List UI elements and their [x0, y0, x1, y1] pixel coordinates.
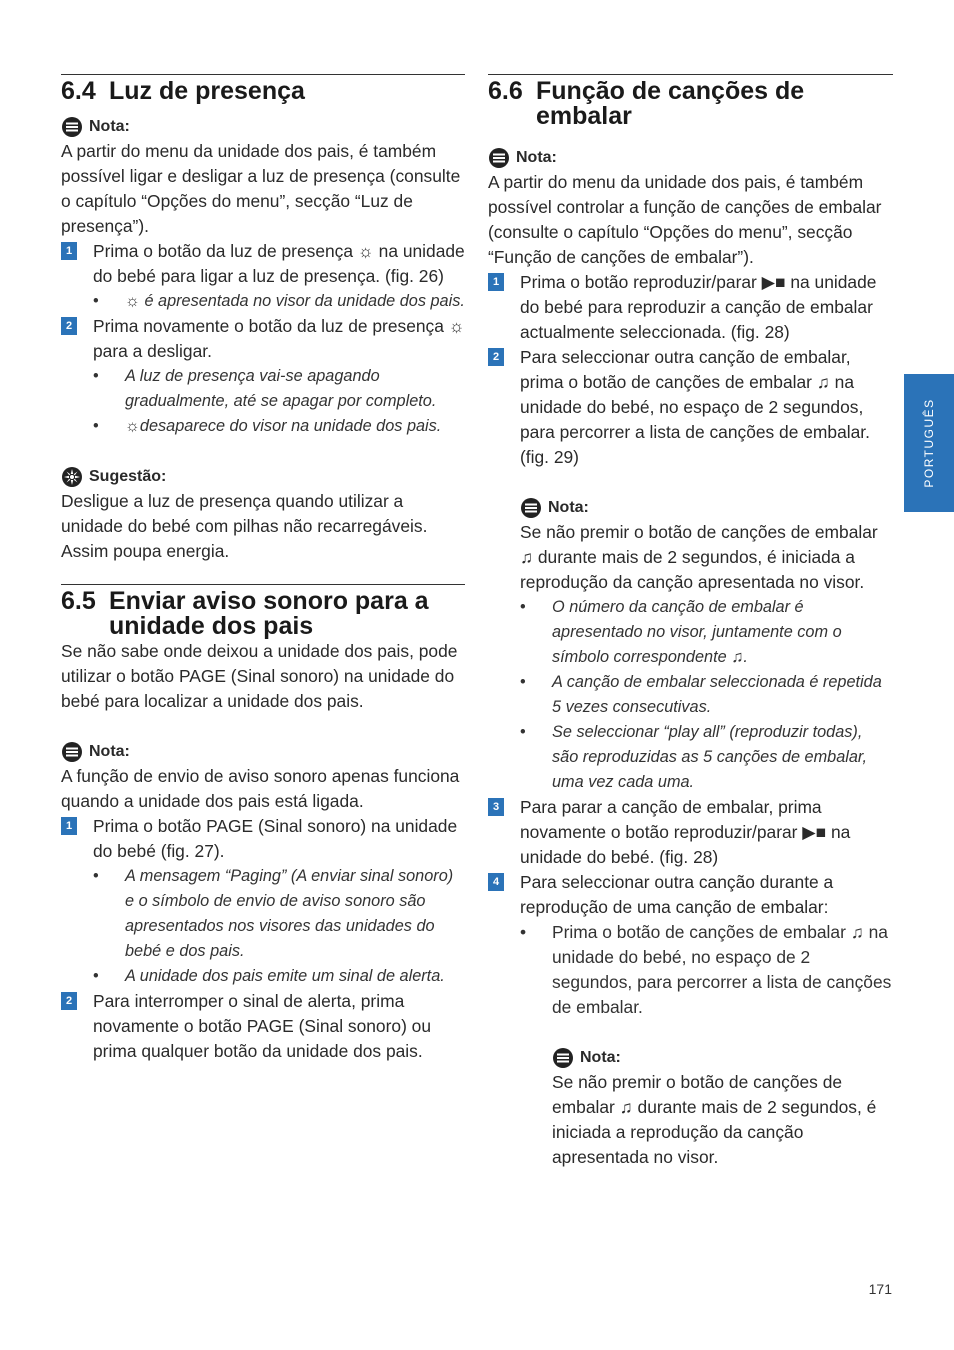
- tip-text: Desligue a luz de presença quando utilizar a unidade do bebé com pilhas não recarregáveis. Assim poupa energia.: [61, 491, 428, 561]
- bullet-list: [93, 289, 465, 314]
- step: [61, 314, 465, 439]
- note-icon: [520, 497, 542, 519]
- note-text: Se não premir o botão de canções de embalar ♫ durante mais de 2 segundos, é iniciada a reprodução da canção apresentada no visor.: [520, 522, 878, 592]
- bullet-list: [520, 920, 893, 1020]
- step-number: 2: [61, 992, 77, 1010]
- section-6-5: [61, 584, 465, 1064]
- tip-label: Sugestão:: [61, 464, 465, 489]
- note-text: A partir do menu da unidade dos pais, é também possível ligar e desligar a luz de presença (consulte o capítulo “Opções do menu”, secção “Luz de presença”).: [61, 141, 461, 236]
- step-text: Para seleccionar outra canção de embalar, prima o botão de canções de embalar ♫ na unidade do bebé, no espaço de 2 segundos, para percorrer a lista de canções de embalar. (fig. 29): [520, 347, 870, 467]
- note-label: Nota:: [61, 114, 465, 139]
- step-text: Prima o botão PAGE (Sinal sonoro) na unidade do bebé (fig. 27).: [93, 816, 458, 861]
- list-item: • A canção de embalar seleccionada é repetida 5 vezes consecutivas.: [520, 670, 893, 720]
- step: [488, 870, 893, 1170]
- note-label: Nota:: [552, 1045, 893, 1070]
- note-text: Se não premir o botão de canções de embalar ♫ durante mais de 2 segundos, é iniciada a reprodução da canção apresentada no visor.: [552, 1072, 877, 1167]
- section-6-4: [61, 74, 465, 564]
- note-label: Nota:: [520, 495, 893, 520]
- note-text: A função de envio de aviso sonoro apenas funciona quando a unidade dos pais está ligada.: [61, 766, 460, 811]
- list-item: • A mensagem “Paging” (A enviar sinal sonoro) e o símbolo de envio de aviso sonoro são apresentados nos visores das unidades do bebé e dos pais.: [93, 864, 465, 964]
- step: [61, 989, 465, 1064]
- bullet-list: [93, 864, 465, 989]
- bullet-list: [93, 364, 465, 439]
- list-item: • Prima o botão de canções de embalar ♫ na unidade do bebé, no espaço de 2 segundos, para percorrer a lista de canções de embalar.: [520, 920, 893, 1020]
- step-text: Prima o botão da luz de presença ☼ na unidade do bebé para ligar a luz de presença. (fig. 26): [93, 241, 465, 286]
- note-icon: [61, 741, 83, 763]
- section-heading: 6.5 Enviar aviso sonoro para a unidade dos pais: [61, 587, 429, 640]
- section-6-6: [488, 74, 893, 1170]
- language-tab-label: PORTUGUÊS: [922, 398, 936, 488]
- right-column: [488, 74, 893, 1170]
- note-text: A partir do menu da unidade dos pais, é também possível controlar a função de canções de embalar (consulte o capítulo “Opções do menu”, secção “Função de canções de embalar”).: [488, 172, 882, 267]
- step: [61, 814, 465, 989]
- step-text: Prima novamente o botão da luz de presença ☼ para a desligar.: [93, 316, 465, 361]
- step-number: 1: [488, 273, 504, 291]
- list-item: • ☼desaparece do visor na unidade dos pais.: [93, 414, 465, 439]
- note-icon: [488, 147, 510, 169]
- list-item: • Se seleccionar “play all” (reproduzir todas), são reproduzidas as 5 canções de embalar, uma vez cada uma.: [520, 720, 893, 795]
- page-number: 171: [868, 1281, 892, 1297]
- step-text: Prima o botão reproduzir/parar ▶■ na unidade do bebé para reproduzir a canção de embalar actualmente seleccionada. (fig. 28): [520, 272, 877, 342]
- step-number: 2: [488, 348, 504, 366]
- note-label: Nota:: [488, 145, 893, 170]
- list-item: • O número da canção de embalar é apresentado no visor, juntamente com o símbolo correspondente ♫.: [520, 595, 893, 670]
- intro-text: Se não sabe onde deixou a unidade dos pais, pode utilizar o botão PAGE (Sinal sonoro) na unidade do bebé para localizar a unidade dos pais.: [61, 641, 458, 711]
- list-item: • A unidade dos pais emite um sinal de alerta.: [93, 964, 465, 989]
- note-label: Nota:: [61, 739, 465, 764]
- section-heading: 6.6 Função de canções de embalar: [488, 77, 805, 130]
- note-icon: [552, 1047, 574, 1069]
- list-item: • A luz de presença vai-se apagando gradualmente, até se apagar por completo.: [93, 364, 465, 414]
- step-number: 1: [61, 242, 77, 260]
- step-text: Para interromper o sinal de alerta, prima novamente o botão PAGE (Sinal sonoro) ou prima qualquer botão da unidade dos pais.: [93, 991, 432, 1061]
- step-number: 2: [61, 317, 77, 335]
- step-number: 1: [61, 817, 77, 835]
- section-heading: 6.4 Luz de presença: [61, 77, 305, 105]
- bullet-list: [520, 595, 893, 795]
- list-item: • ☼ é apresentada no visor da unidade dos pais.: [93, 289, 465, 314]
- step-number: 3: [488, 798, 504, 816]
- step-text: Para parar a canção de embalar, prima novamente o botão reproduzir/parar ▶■ na unidade do bebé. (fig. 28): [520, 797, 851, 867]
- step: [488, 795, 893, 870]
- tip-icon: [61, 466, 83, 488]
- step: [488, 345, 893, 795]
- note-icon: [61, 116, 83, 138]
- left-column: [61, 74, 465, 1064]
- step-number: 4: [488, 873, 504, 891]
- step-text: Para seleccionar outra canção durante a reprodução de uma canção de embalar:: [520, 872, 834, 917]
- step: [61, 239, 465, 314]
- language-tab: [904, 374, 954, 512]
- step: [488, 270, 893, 345]
